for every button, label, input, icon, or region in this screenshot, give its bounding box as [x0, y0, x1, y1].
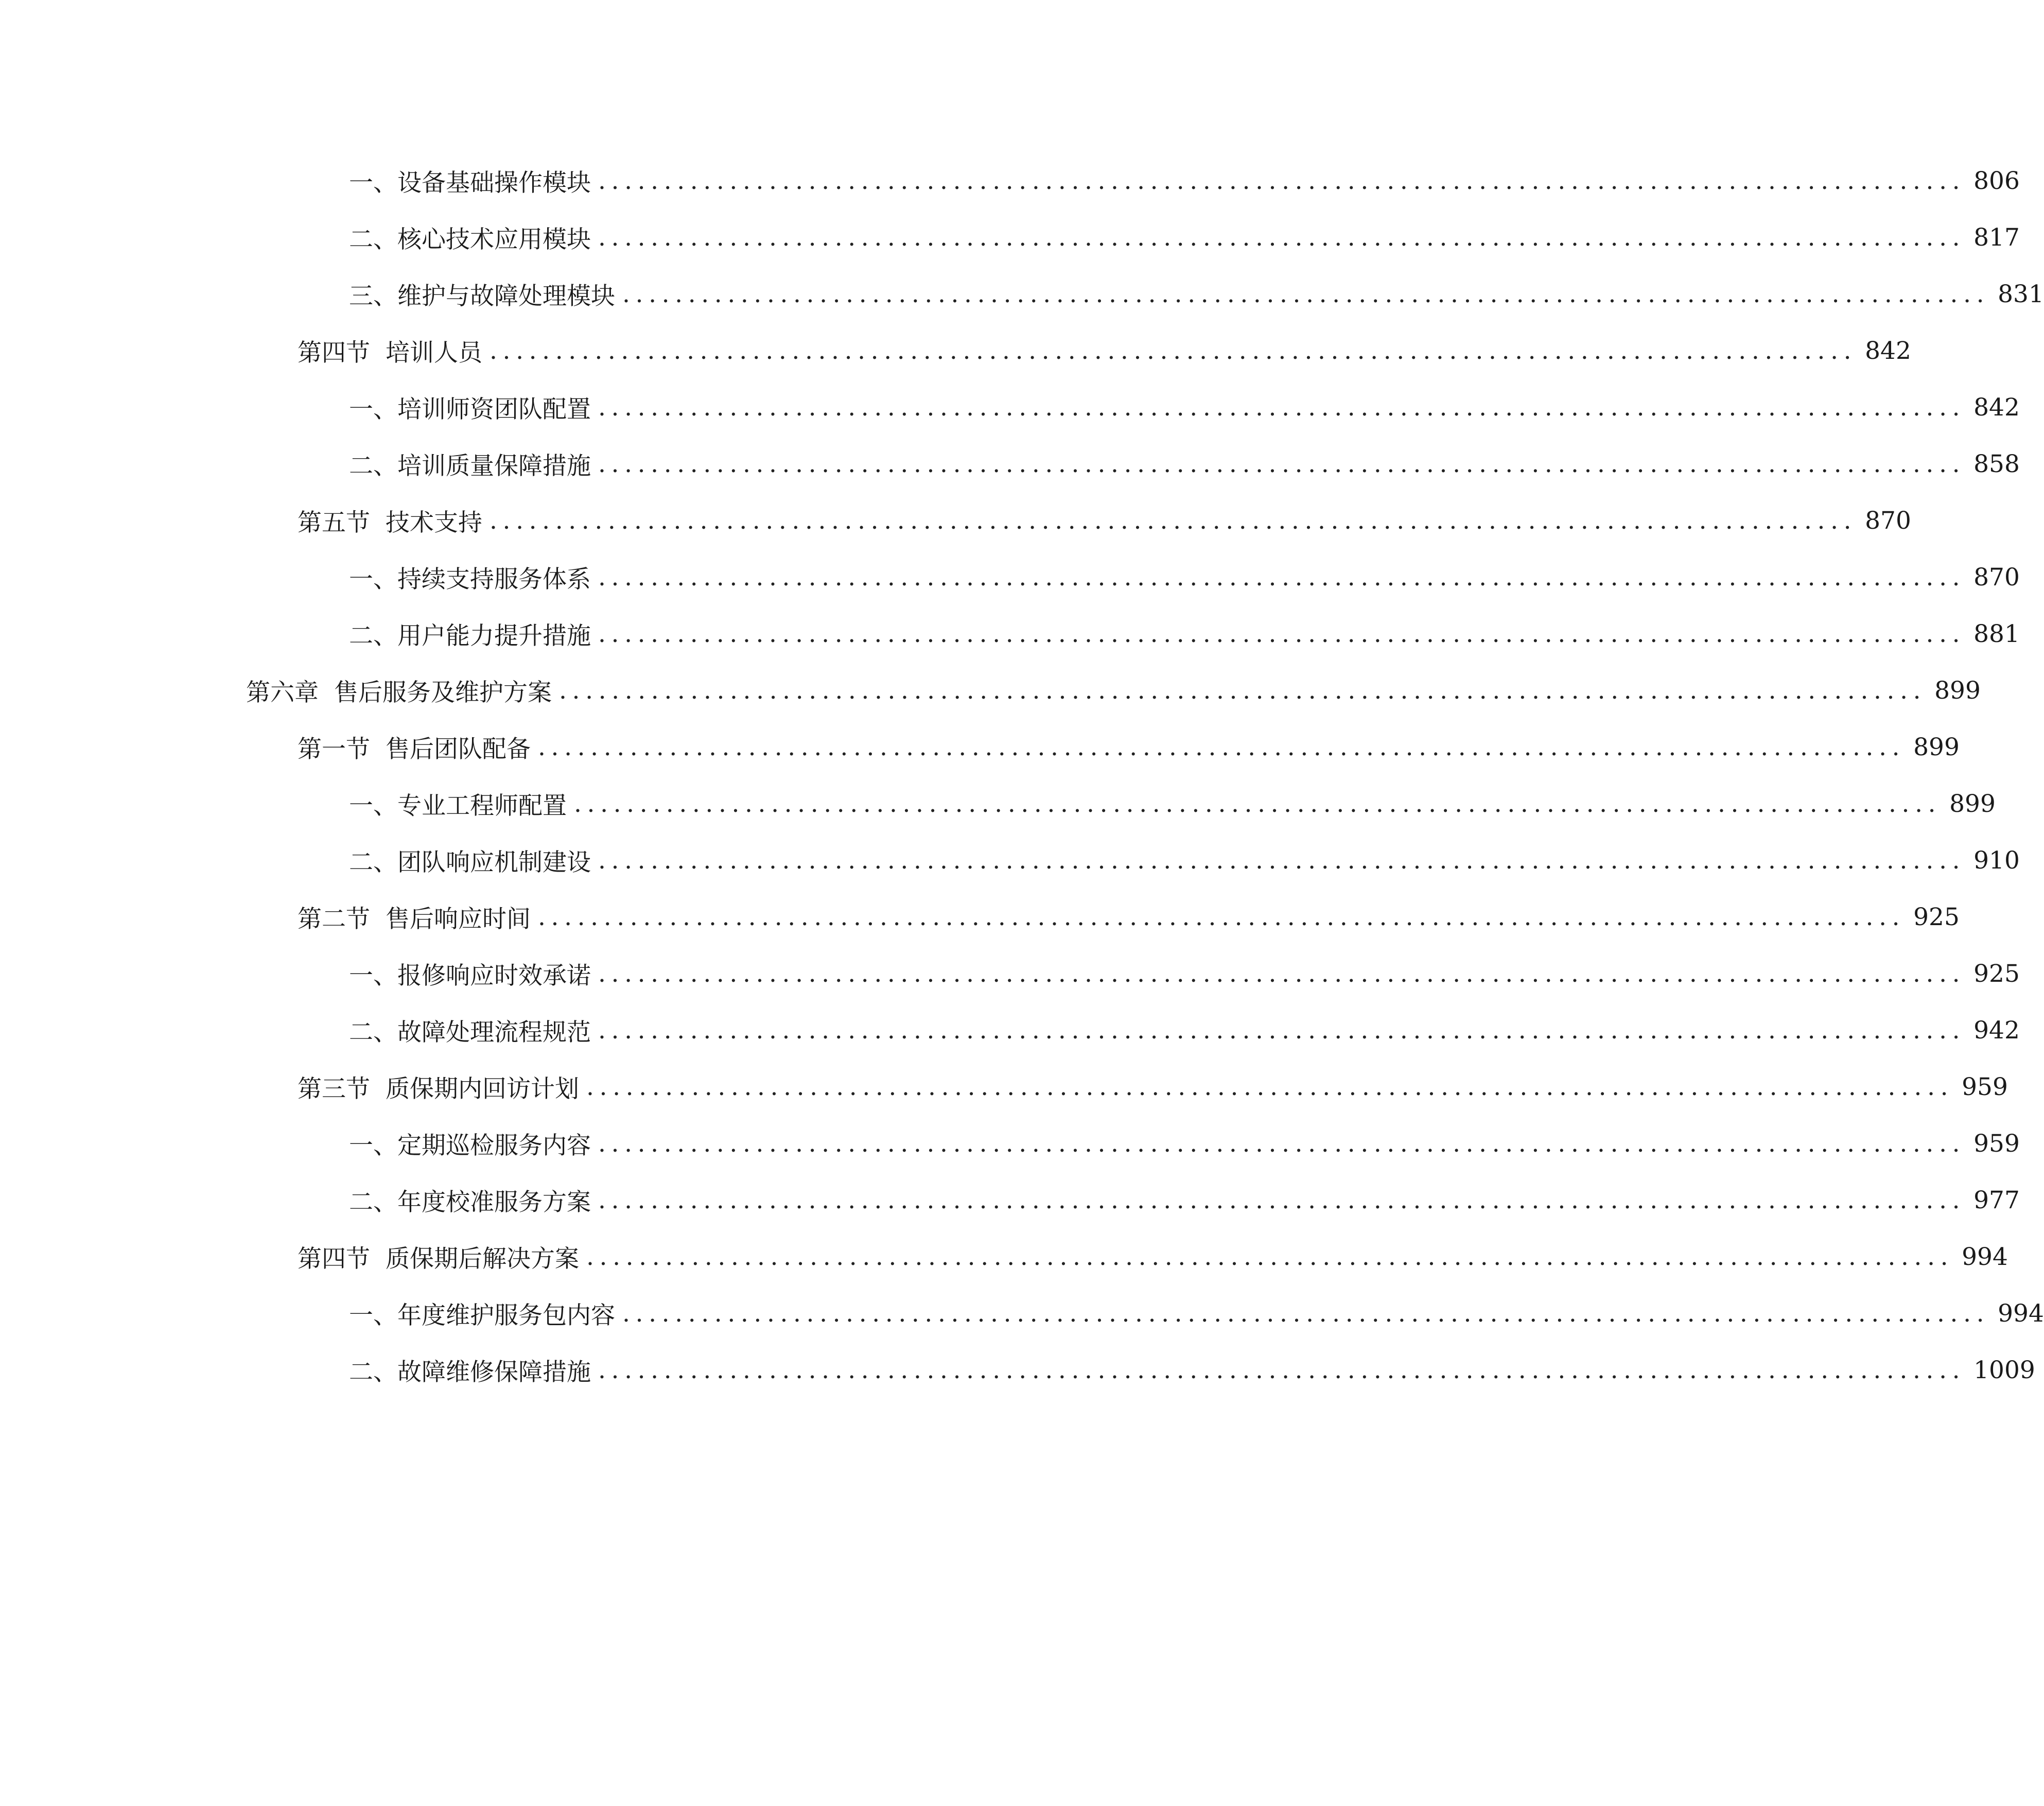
toc-entry[interactable]	[0, 1342, 2035, 1398]
dot-leader: ........................................................................................................	[598, 1129, 1966, 1158]
dot-leader: ........................................................................................................	[598, 223, 1966, 252]
toc-entry[interactable]	[0, 1172, 2020, 1228]
toc-section-title: 质保期内回访计划	[386, 1074, 579, 1103]
toc-entry[interactable]	[0, 549, 2020, 605]
dot-leader: ........................................................................................................	[598, 959, 1966, 988]
toc-entry-number: 二、	[349, 452, 397, 480]
toc-entry-number: 一、	[349, 168, 397, 197]
toc-entry-page-number: 899	[1949, 789, 1996, 818]
toc-entry-page-number: 959	[1962, 1072, 2008, 1101]
table-of-contents	[0, 152, 2044, 1398]
toc-section-title: 售后团队配备	[386, 735, 531, 763]
toc-entry[interactable]	[0, 436, 2020, 492]
toc-entry-number: 二、	[349, 1358, 397, 1386]
toc-chapter-number: 第六章	[246, 678, 319, 707]
dot-leader: ........................................................................................................	[490, 336, 1857, 365]
toc-section-entry[interactable]	[0, 719, 1960, 775]
toc-entry-page-number: 817	[1973, 223, 2020, 252]
dot-leader: ........................................................................................................	[598, 1016, 1966, 1045]
toc-entry-page-number: 899	[1913, 733, 1960, 761]
toc-entry-page-number: 1009	[1973, 1356, 2035, 1384]
dot-leader: ........................................................................................................	[574, 789, 1942, 818]
toc-section-entry[interactable]	[0, 889, 1960, 945]
toc-entry-title: 团队响应机制建设	[397, 848, 591, 877]
toc-section-number: 第三节	[298, 1074, 370, 1103]
toc-section-entry[interactable]	[0, 1228, 2008, 1285]
toc-entry-title: 持续支持服务体系	[397, 565, 591, 594]
toc-section-number: 第四节	[298, 1244, 370, 1273]
toc-entry-number: 二、	[349, 225, 397, 254]
dot-leader: ........................................................................................................	[598, 1186, 1966, 1214]
toc-entry-page-number: 899	[1934, 676, 1981, 705]
toc-entry-page-number: 806	[1973, 166, 2020, 195]
toc-section-entry[interactable]	[0, 322, 1911, 379]
toc-entry[interactable]	[0, 775, 1996, 832]
toc-entry-title: 核心技术应用模块	[397, 225, 591, 254]
toc-section-number: 第二节	[298, 905, 370, 933]
toc-section-number: 第四节	[298, 338, 370, 367]
dot-leader: ........................................................................................................	[586, 1242, 1954, 1271]
toc-entry[interactable]	[0, 945, 2020, 1002]
toc-section-title: 质保期后解决方案	[386, 1244, 579, 1273]
toc-entry-title: 培训质量保障措施	[397, 452, 591, 480]
dot-leader: ........................................................................................................	[622, 1299, 1990, 1328]
toc-entry-title: 专业工程师配置	[397, 791, 567, 820]
toc-entry-number: 二、	[349, 621, 397, 650]
dot-leader: ........................................................................................................	[622, 280, 1990, 308]
toc-entry-page-number: 925	[1913, 902, 1960, 931]
dot-leader: ........................................................................................................	[598, 449, 1966, 478]
dot-leader: ........................................................................................................	[598, 846, 1966, 875]
toc-entry-page-number: 977	[1973, 1186, 2020, 1214]
toc-entry-number: 二、	[349, 1018, 397, 1047]
toc-entry-page-number: 831	[1998, 280, 2044, 308]
dot-leader: ........................................................................................................	[598, 619, 1966, 648]
toc-entry-number: 一、	[349, 1131, 397, 1160]
dot-leader: ........................................................................................................	[490, 506, 1857, 535]
toc-entry[interactable]	[0, 1285, 2044, 1342]
toc-entry-page-number: 858	[1973, 449, 2020, 478]
toc-entry-title: 报修响应时效承诺	[397, 961, 591, 990]
dot-leader: ........................................................................................................	[538, 733, 1906, 761]
dot-leader: ........................................................................................................	[598, 393, 1966, 422]
toc-entry-page-number: 994	[1998, 1299, 2044, 1328]
toc-section-number: 第五节	[298, 508, 370, 537]
toc-entry-page-number: 942	[1973, 1016, 2020, 1045]
toc-entry-title: 用户能力提升措施	[397, 621, 591, 650]
dot-leader: ........................................................................................................	[538, 902, 1906, 931]
toc-entry-number: 一、	[349, 791, 397, 820]
toc-entry[interactable]	[0, 1115, 2020, 1172]
toc-entry-page-number: 870	[1865, 506, 1911, 535]
toc-entry-page-number: 881	[1973, 619, 2020, 648]
toc-entry-page-number: 842	[1973, 393, 2020, 422]
toc-entry-number: 三、	[349, 282, 397, 310]
toc-entry[interactable]	[0, 1002, 2020, 1058]
toc-chapter-entry[interactable]	[0, 662, 1981, 719]
toc-entry-number: 二、	[349, 1188, 397, 1217]
toc-entry-page-number: 842	[1865, 336, 1911, 365]
toc-entry[interactable]	[0, 832, 2020, 889]
toc-entry-number: 一、	[349, 1301, 397, 1330]
dot-leader: ........................................................................................................	[598, 563, 1966, 592]
toc-entry-title: 年度校准服务方案	[397, 1188, 591, 1217]
dot-leader: ........................................................................................................	[598, 166, 1966, 195]
toc-entry-title: 故障处理流程规范	[397, 1018, 591, 1047]
toc-entry-title: 故障维修保障措施	[397, 1358, 591, 1386]
toc-entry[interactable]	[0, 209, 2020, 266]
toc-entry-page-number: 870	[1973, 563, 2020, 592]
toc-entry-page-number: 959	[1973, 1129, 2020, 1158]
toc-section-title: 培训人员	[386, 338, 482, 367]
toc-entry-title: 维护与故障处理模块	[397, 282, 615, 310]
dot-leader: ........................................................................................................	[598, 1356, 1966, 1384]
toc-entry-page-number: 994	[1962, 1242, 2008, 1271]
toc-entry-title: 年度维护服务包内容	[397, 1301, 615, 1330]
toc-section-number: 第一节	[298, 735, 370, 763]
toc-entry[interactable]	[0, 152, 2020, 209]
toc-entry-title: 设备基础操作模块	[397, 168, 591, 197]
toc-section-title: 技术支持	[386, 508, 482, 537]
toc-entry-title: 定期巡检服务内容	[397, 1131, 591, 1160]
toc-entry[interactable]	[0, 266, 2044, 322]
toc-entry-number: 二、	[349, 848, 397, 877]
toc-entry[interactable]	[0, 605, 2020, 662]
toc-entry-number: 一、	[349, 395, 397, 424]
toc-entry-page-number: 910	[1973, 846, 2020, 875]
dot-leader: ........................................................................................................	[586, 1072, 1954, 1101]
toc-chapter-title: 售后服务及维护方案	[334, 678, 552, 707]
toc-entry-title: 培训师资团队配置	[397, 395, 591, 424]
dot-leader: ........................................................................................................	[559, 676, 1927, 705]
toc-entry-page-number: 925	[1973, 959, 2020, 988]
toc-entry[interactable]	[0, 379, 2020, 436]
toc-section-title: 售后响应时间	[386, 905, 531, 933]
toc-entry-number: 一、	[349, 961, 397, 990]
toc-section-entry[interactable]	[0, 1058, 2008, 1115]
toc-entry-number: 一、	[349, 565, 397, 594]
toc-section-entry[interactable]	[0, 492, 1911, 549]
